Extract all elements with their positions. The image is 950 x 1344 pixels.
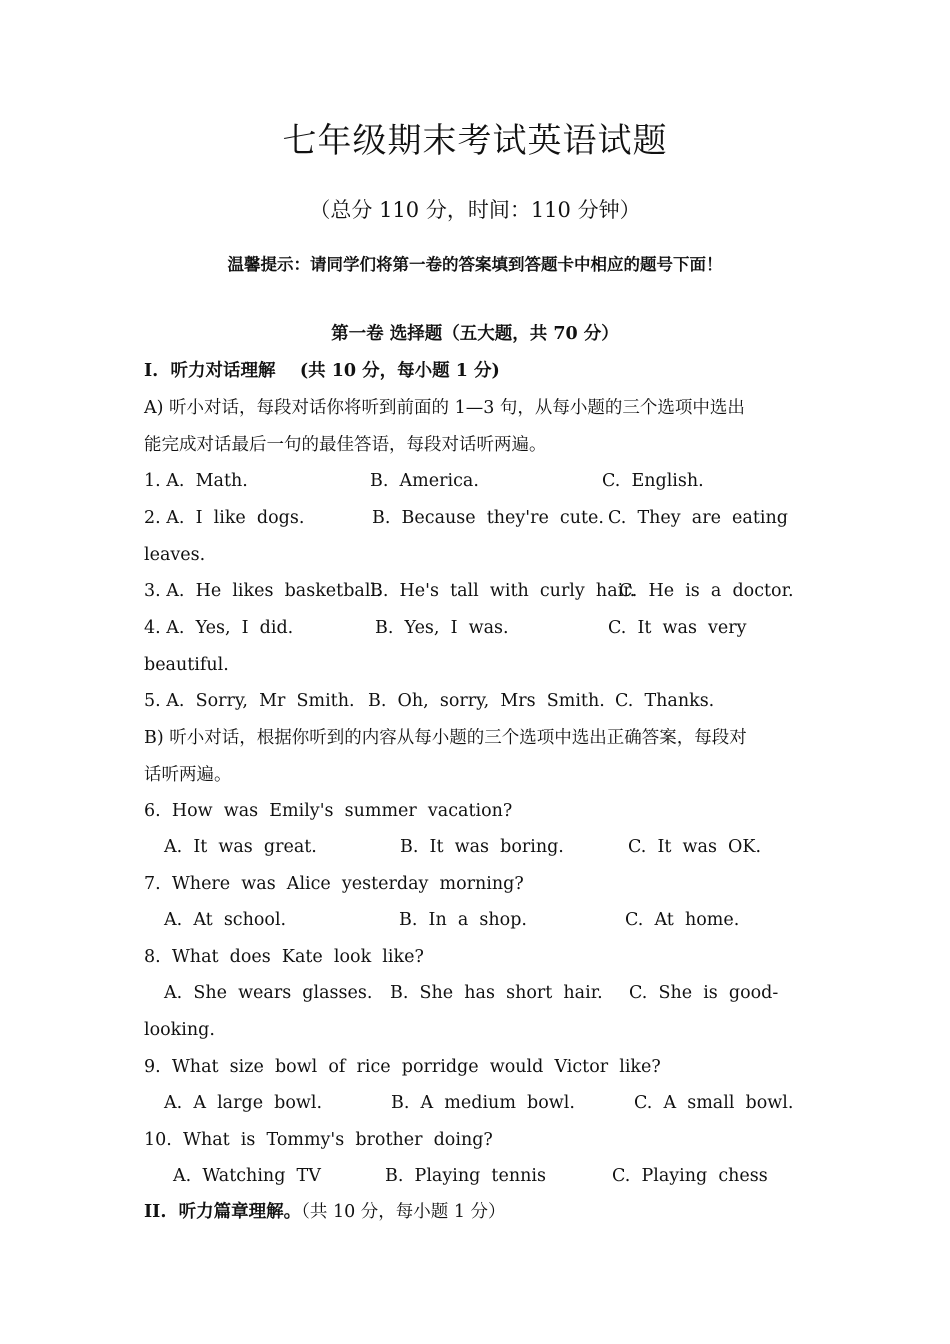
exam-title: 七年级期末考试英语试题 <box>282 121 668 161</box>
q9-option-b: B. A medium bowl. <box>391 1093 575 1113</box>
section-2-heading-rest: （共 10 分，每小题 1 分） <box>301 1202 506 1222</box>
part-a-instruction-line-1: A) 听小对话，每段对话你将听到前面的 1—3 句，从每小题的三个选项中选出 <box>144 398 745 418</box>
q6-option-a: A. It was great. <box>164 837 317 857</box>
q6-option-b: B. It was boring. <box>400 837 564 857</box>
q2-option-c-continued: leaves. <box>144 545 206 565</box>
q1-option-b: B. America. <box>370 471 479 491</box>
q5-option-a: 5. A. Sorry, Mr Smith. <box>144 691 355 711</box>
q8-option-c: C. She is good- <box>629 983 779 1003</box>
q8-stem: 8. What does Kate look like? <box>144 947 424 967</box>
q10-stem: 10. What is Tommy's brother doing? <box>144 1130 493 1150</box>
part-a-instruction-line-2: 能完成对话最后一句的最佳答语，每段对话听两遍。 <box>144 435 547 455</box>
volume-one-heading: 第一卷 选择题（五大题，共 70 分） <box>331 324 619 344</box>
q7-option-c: C. At home. <box>625 910 740 930</box>
q10-option-c: C. Playing chess <box>612 1166 768 1186</box>
q8-option-b: B. She has short hair. <box>390 983 603 1003</box>
warm-tip: 温馨提示：请同学们将第一卷的答案填到答题卡中相应的题号下面！ <box>227 255 723 274</box>
part-b-instruction-line-1: B) 听小对话，根据你听到的内容从每小题的三个选项中选出正确答案，每段对 <box>144 728 747 748</box>
q10-option-a: A. Watching TV <box>173 1166 321 1186</box>
exam-subtitle: （总分 110 分，时间：110 分钟） <box>309 198 641 222</box>
q4-option-b: B. Yes, I was. <box>375 618 509 638</box>
q2-option-b: B. Because they're cute. <box>372 508 604 528</box>
q3-option-c: C. He is a doctor. <box>619 581 794 601</box>
q4-option-a: 4. A. Yes, I did. <box>144 618 294 638</box>
q9-option-c: C. A small bowl. <box>634 1093 794 1113</box>
q9-stem: 9. What size bowl of rice porridge would Victor like? <box>144 1057 661 1077</box>
q9-option-a: A. A large bowl. <box>164 1093 323 1113</box>
q4-option-c: C. It was very <box>608 618 747 638</box>
q8-option-c-continued: looking. <box>144 1020 215 1040</box>
section-2-heading-bold: II. 听力篇章理解。 <box>144 1202 302 1222</box>
q1-option-a: 1. A. Math. <box>144 471 248 491</box>
q1-option-c: C. English. <box>602 471 704 491</box>
q7-option-a: A. At school. <box>164 910 287 930</box>
section-2-heading <box>144 1201 506 1223</box>
q3-option-b: B. He's tall with curly hair. <box>370 581 636 601</box>
q6-option-c: C. It was OK. <box>628 837 762 857</box>
q2-option-a: 2. A. I like dogs. <box>144 508 305 528</box>
q5-option-c: C. Thanks. <box>615 691 715 711</box>
part-b-instruction-line-2: 话听两遍。 <box>144 765 232 785</box>
q5-option-b: B. Oh, sorry, Mrs Smith. <box>368 691 605 711</box>
section-1-heading: I. 听力对话理解 (共 10 分，每小题 1 分) <box>144 361 500 381</box>
q3-option-a: 3. A. He likes basketball. <box>144 581 382 601</box>
q7-option-b: B. In a shop. <box>399 910 527 930</box>
q10-option-b: B. Playing tennis <box>385 1166 546 1186</box>
q4-option-c-continued: beautiful. <box>144 655 229 675</box>
q7-stem: 7. Where was Alice yesterday morning? <box>144 874 524 894</box>
q8-option-a: A. She wears glasses. <box>164 983 373 1003</box>
q6-stem: 6. How was Emily's summer vacation? <box>144 801 513 821</box>
q2-option-c: C. They are eating <box>608 508 788 528</box>
